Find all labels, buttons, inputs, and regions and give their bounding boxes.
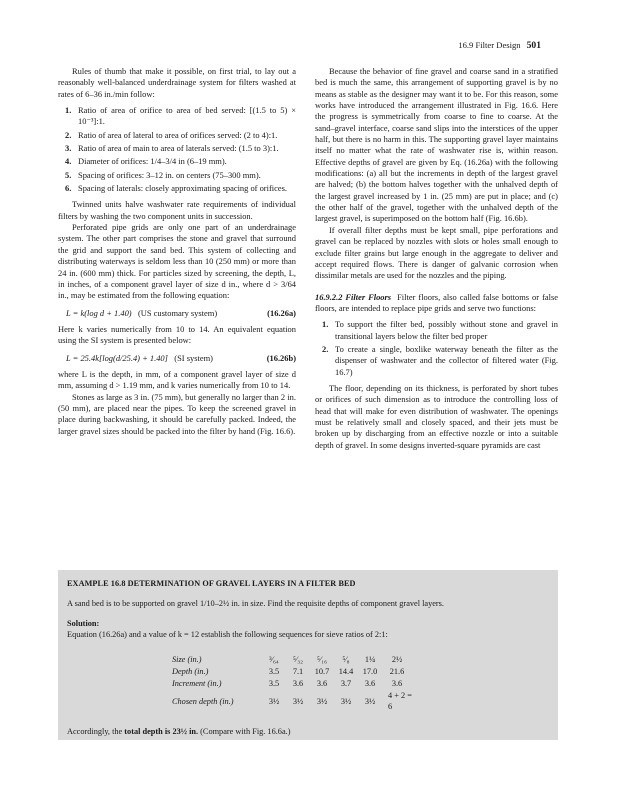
paragraph: Perforated pipe grids are only one part of an underdrainage system. The other part comprises the stone and gravel that surround the grid and support the sand bed. This system of collecting and distributing waterways is seldom less than 10 (250 mm) or more than 24 in. (600 mm) thick. For particles sized by screening, the depth, L, in inches, of a component gravel layer of size d in., where d > 3/64 in., may be estimated from the following equation:	[58, 222, 296, 301]
equation-16-26b: L = 25.4k[log(d/25.4) + 1.40] (SI system) (16.26b)	[66, 352, 296, 363]
paragraph: Twinned units halve washwater rate requirements of individual filters by washing the two component units in succession.	[58, 199, 296, 221]
table-row: Depth (in.) 3.5 7.1 10.7 14.4 17.0 21.6	[172, 667, 405, 676]
solution-label: Solution:	[67, 619, 100, 628]
paragraph: Here k varies numerically from 10 to 14. An equivalent equation using the SI system is presented below:	[58, 323, 296, 346]
list-item: 4. Diameter of orifices: 1/4–3/4 in (6–19 mm).	[65, 156, 227, 167]
equation-16-26a: L = k(log d + 1.40) (US customary system) (16.26a)	[66, 307, 296, 318]
table-row: Chosen depth (in.) 3½ 3½ 3½ 3½ 3½ 4 + 2 = 6	[172, 691, 412, 711]
list-item: 1. Ratio of area of orifice to area of bed served: [(1.5 to 5) × 10⁻³]:1.	[65, 105, 296, 127]
example-title: EXAMPLE 16.8 DETERMINATION OF GRAVEL LAYERS IN A FILTER BED	[67, 579, 356, 588]
example-conclusion: Accordingly, the total depth is 23½ in. (Compare with Fig. 16.6a.)	[67, 727, 291, 736]
section-heading-filter-floors: 16.9.2.2 Filter Floors Filter floors, also called false bottoms or false floors, are intended to replace pipe grids and serve two functions:	[315, 291, 559, 313]
left-column	[58, 66, 296, 437]
list-item: 2. Ratio of area of lateral to area of orifices served: (2 to 4):1.	[65, 129, 278, 140]
paragraph: Stones as large as 3 in. (75 mm), but generally no larger than 2 in. (50 mm), are placed near the pipes. To keep the screened gravel in place during backwashing, it should be carefully packed. Indeed, the larger gravel sizes should be packed into the filter by hand (Fig. 16.6).	[58, 391, 296, 436]
paragraph: If overall filter depths must be kept small, pipe perforations and gravel can be replaced by nozzles with slots or holes small enough to exclude filter grains but large enough in the aggregate to deliver and accept required flows. There is danger of galvanic corrosion when dissimilar metals are used for the nozzles and the piping.	[315, 224, 558, 281]
example-problem: A sand bed is to be supported on gravel 1/10–2½ in. in size. Find the requisite depths of component gravel layers.	[67, 599, 444, 608]
table-row: Increment (in.) 3.5 3.6 3.6 3.7 3.6 3.6	[172, 679, 403, 688]
list-item: 3. Ratio of area of main to area of laterals served: (1.5 to 3):1.	[65, 143, 279, 154]
solution-text: Equation (16.26a) and a value of k = 12 establish the following sequences for sieve ratios of 2:1:	[67, 630, 388, 639]
list-item: 1. To support the filter bed, possibly without stone and gravel in transitional layers below the filter bed proper	[322, 319, 558, 341]
example-box	[58, 570, 558, 740]
right-column	[315, 66, 558, 451]
paragraph: Because the behavior of fine gravel and coarse sand in a stratified bed is much the same, this arrangement of supporting gravel is by no means as stable as the designer may want it to be. For this reason, some works have introduced the arrangement illustrated in Fig. 16.6. Here the progress is symmetrically from coarse to fine to coarse. At the sand–gravel interface, coarse sand slips into the interstices of the upper half, but there is no harm in this. The supporting gravel layer maintains itself no matter what the rate of washwater rise is, within reason. Effective depths of gravel are given by Eq. (16.26a) with the following modifications: (a) all but the increments in depth of the largest gravel are halved; (b) the bottom halves together with the unhalved depth of the largest gravel increased by 1 in. (25 mm) are put in place; and (c) the other half of the gravel, together with the unhalved depth of the largest gravel, is superimposed on the bottom half (Fig. 16.6b).	[315, 66, 558, 224]
sequence-table	[172, 654, 412, 713]
list-item: 6. Spacing of laterals: closely approximating spacing of orifices.	[65, 183, 288, 194]
section-title: 16.9 Filter Design	[458, 40, 521, 50]
paragraph: The floor, depending on its thickness, is perforated by short tubes or orifices of such dimension as to introduce the controlling loss of head that will make for even distribution of washwater. The openings must be relatively small and closely spaced, and their jets must be broken up by discharging from an effective nozzle or into a suitable depth of gravel. In some designs inverted-square pyramids are cast	[315, 382, 558, 450]
table-row: Size (in.) ³⁄₆₄ ⁵⁄₃₂ ⁵⁄₁₆ ⁵⁄₈ 1¼ 2½	[172, 655, 403, 664]
intro-paragraph: Rules of thumb that make it possible, on first trial, to lay out a reasonably well-balanced underdrainage system for filters washed at rates of 6–36 in./min follow:	[58, 66, 296, 99]
page-number: 501	[526, 40, 541, 51]
running-header	[458, 40, 541, 51]
functions-list	[315, 319, 558, 378]
rules-list	[58, 105, 296, 194]
paragraph: where L is the depth, in mm, of a component gravel layer of size d mm, assuming d > 1.19 mm, and k varies numerically from 10 to 14.	[58, 368, 296, 391]
list-item: 5. Spacing of orifices: 3–12 in. on centers (75–300 mm).	[65, 169, 261, 180]
list-item: 2. To create a single, boxlike waterway beneath the filter as the dispenser of washwater and the collector of filtered water (Fig. 16.7)	[322, 343, 558, 377]
